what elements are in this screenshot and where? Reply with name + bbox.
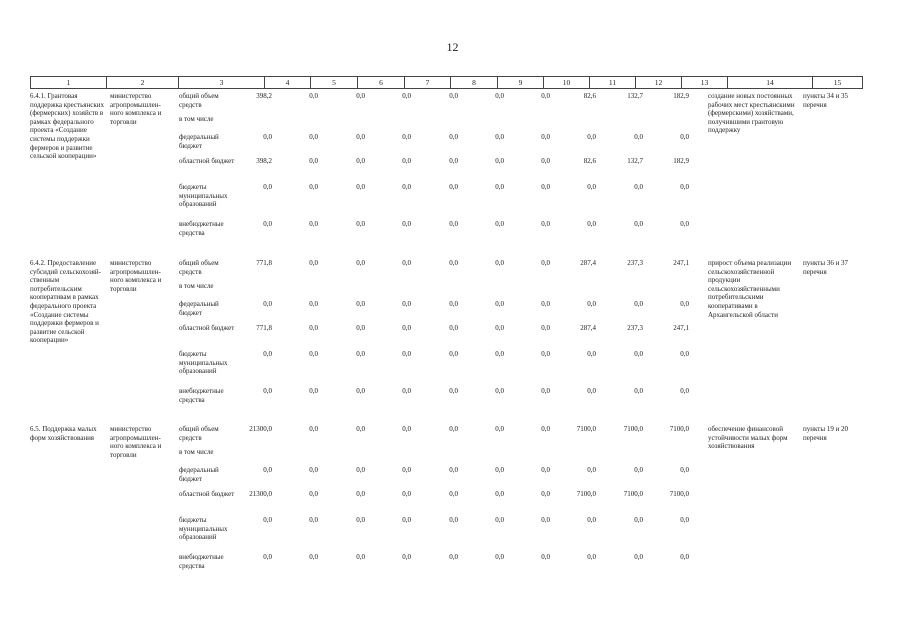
column-header-15: 15 xyxy=(813,77,863,89)
value-cell: 0,0 xyxy=(309,425,318,433)
value-cell: 7100,0 xyxy=(669,425,689,433)
list-points: пункты 36 и 37 перечня xyxy=(803,259,849,276)
value-cell: 0,0 xyxy=(495,516,504,524)
value-cell: 771,8 xyxy=(256,259,272,267)
value-cell: 21300,0 xyxy=(249,425,272,433)
value-cell: 7100,0 xyxy=(669,490,689,498)
value-cell: 0,0 xyxy=(495,466,504,474)
funding-row xyxy=(30,133,848,157)
value-cell: 247,1 xyxy=(673,259,689,267)
value-cell: 0,0 xyxy=(634,350,643,358)
value-cell: 0,0 xyxy=(263,133,272,141)
value-cell: 0,0 xyxy=(587,133,596,141)
value-cell: 0,0 xyxy=(680,516,689,524)
value-cell: 7100,0 xyxy=(623,425,643,433)
funding-source: в том числе xyxy=(179,282,214,290)
value-cell: 0,0 xyxy=(402,259,411,267)
value-cell: 132,7 xyxy=(627,92,643,100)
funding-source: внебюджетные средства xyxy=(179,387,224,404)
funding-row xyxy=(30,157,848,181)
column-header-13: 13 xyxy=(682,77,728,89)
value-cell: 0,0 xyxy=(402,183,411,191)
funding-source: общий объем средств xyxy=(179,259,219,276)
value-cell: 7100,0 xyxy=(623,490,643,498)
value-cell: 0,0 xyxy=(541,490,550,498)
value-cell: 0,0 xyxy=(449,92,458,100)
value-cell: 0,0 xyxy=(587,300,596,308)
value-cell: 0,0 xyxy=(402,220,411,228)
value-cell: 0,0 xyxy=(587,220,596,228)
list-points: пункты 19 и 20 перечня xyxy=(803,425,849,442)
value-cell: 0,0 xyxy=(402,516,411,524)
value-cell: 0,0 xyxy=(495,92,504,100)
funding-row xyxy=(30,324,848,348)
funding-row xyxy=(30,300,848,324)
funding-source: федеральный бюджет xyxy=(179,133,219,150)
funding-source: общий объем средств xyxy=(179,92,219,109)
value-cell: 0,0 xyxy=(402,425,411,433)
value-cell: 0,0 xyxy=(449,387,458,395)
executor: министерство агропромышлен-ного комплекса и торговли xyxy=(110,425,162,459)
value-cell: 287,4 xyxy=(580,259,596,267)
value-cell: 0,0 xyxy=(680,466,689,474)
funding-row xyxy=(30,92,848,116)
value-cell: 0,0 xyxy=(587,350,596,358)
value-cell: 0,0 xyxy=(541,220,550,228)
value-cell: 0,0 xyxy=(263,183,272,191)
funding-source: в том числе xyxy=(179,448,214,456)
column-header-7: 7 xyxy=(405,77,451,89)
value-cell: 287,4 xyxy=(580,324,596,332)
value-cell: 21300,0 xyxy=(249,490,272,498)
page-number: 12 xyxy=(446,40,459,54)
value-cell: 0,0 xyxy=(634,553,643,561)
column-header-12: 12 xyxy=(636,77,682,89)
value-cell: 0,0 xyxy=(309,490,318,498)
value-cell: 0,0 xyxy=(356,300,365,308)
value-cell: 0,0 xyxy=(402,490,411,498)
value-cell: 0,0 xyxy=(309,220,318,228)
funding-source: в том числе xyxy=(179,115,214,123)
value-cell: 0,0 xyxy=(449,324,458,332)
funding-source: федеральный бюджет xyxy=(179,466,219,483)
value-cell: 0,0 xyxy=(541,516,550,524)
value-cell: 0,0 xyxy=(402,157,411,165)
value-cell: 0,0 xyxy=(356,220,365,228)
value-cell: 0,0 xyxy=(634,133,643,141)
column-header-11: 11 xyxy=(590,77,636,89)
value-cell: 0,0 xyxy=(449,553,458,561)
value-cell: 0,0 xyxy=(356,350,365,358)
value-cell: 0,0 xyxy=(263,516,272,524)
value-cell: 0,0 xyxy=(402,350,411,358)
value-cell: 0,0 xyxy=(356,516,365,524)
value-cell: 0,0 xyxy=(309,133,318,141)
funding-row xyxy=(30,220,848,244)
value-cell: 247,1 xyxy=(673,324,689,332)
value-cell: 0,0 xyxy=(356,466,365,474)
value-cell: 0,0 xyxy=(402,466,411,474)
value-cell: 0,0 xyxy=(263,553,272,561)
value-cell: 0,0 xyxy=(541,324,550,332)
value-cell: 7100,0 xyxy=(576,490,596,498)
value-cell: 0,0 xyxy=(680,183,689,191)
value-cell: 0,0 xyxy=(541,183,550,191)
value-cell: 0,0 xyxy=(309,324,318,332)
column-header-14: 14 xyxy=(728,77,813,89)
value-cell: 0,0 xyxy=(309,157,318,165)
funding-row xyxy=(30,425,848,449)
value-cell: 0,0 xyxy=(495,425,504,433)
column-header-8: 8 xyxy=(451,77,498,89)
column-header-4: 4 xyxy=(265,77,311,89)
value-cell: 0,0 xyxy=(402,300,411,308)
value-cell: 0,0 xyxy=(587,516,596,524)
value-cell: 0,0 xyxy=(356,183,365,191)
value-cell: 0,0 xyxy=(541,259,550,267)
value-cell: 7100,0 xyxy=(576,425,596,433)
value-cell: 0,0 xyxy=(356,553,365,561)
value-cell: 182,9 xyxy=(673,92,689,100)
value-cell: 398,2 xyxy=(256,157,272,165)
value-cell: 0,0 xyxy=(309,516,318,524)
value-cell: 0,0 xyxy=(402,387,411,395)
funding-source: областной бюджет xyxy=(179,490,235,498)
funding-source: бюджеты муниципальных образований xyxy=(179,183,228,209)
value-cell: 0,0 xyxy=(495,300,504,308)
measure-name: 6.5. Поддержка малых форм хозяйствования xyxy=(30,425,97,442)
value-cell: 0,0 xyxy=(356,157,365,165)
value-cell: 0,0 xyxy=(541,157,550,165)
value-cell: 0,0 xyxy=(263,350,272,358)
value-cell: 0,0 xyxy=(495,324,504,332)
funding-source: бюджеты муниципальных образований xyxy=(179,350,228,376)
funding-row xyxy=(30,387,848,411)
value-cell: 0,0 xyxy=(587,553,596,561)
value-cell: 82,6 xyxy=(583,92,596,100)
value-cell: 0,0 xyxy=(541,466,550,474)
value-cell: 0,0 xyxy=(449,157,458,165)
value-cell: 132,7 xyxy=(627,157,643,165)
measure-name: 6.4.1. Грантовая поддержка крестьянских (фермерских) хозяйств в рамках федерального проекта «Создание системы поддержки фермеров и развитие сельской кооперации» xyxy=(30,92,105,161)
table-body xyxy=(30,88,848,640)
value-cell: 0,0 xyxy=(309,92,318,100)
value-cell: 0,0 xyxy=(263,387,272,395)
value-cell: 0,0 xyxy=(495,553,504,561)
value-cell: 771,8 xyxy=(256,324,272,332)
value-cell: 0,0 xyxy=(495,490,504,498)
program-block xyxy=(30,421,848,586)
value-cell: 0,0 xyxy=(541,350,550,358)
value-cell: 0,0 xyxy=(587,183,596,191)
value-cell: 0,0 xyxy=(309,183,318,191)
value-cell: 0,0 xyxy=(541,133,550,141)
value-cell: 0,0 xyxy=(541,553,550,561)
funding-source: внебюджетные средства xyxy=(179,553,224,570)
list-points: пункты 34 и 35 перечня xyxy=(803,92,849,109)
value-cell: 0,0 xyxy=(309,553,318,561)
value-cell: 0,0 xyxy=(356,387,365,395)
value-cell: 0,0 xyxy=(449,133,458,141)
column-header-5: 5 xyxy=(311,77,358,89)
funding-source: общий объем средств xyxy=(179,425,219,442)
value-cell: 0,0 xyxy=(449,183,458,191)
measure-name: 6.4.2. Предоставление субсидий сельскохозяй-ственным потребительским кооперативам в рамках федерального проекта «Создание системы поддержки фермеров и развитие сельской кооперации» xyxy=(30,259,101,345)
funding-source: бюджеты муниципальных образований xyxy=(179,516,228,542)
column-header-10: 10 xyxy=(544,77,590,89)
value-cell: 0,0 xyxy=(263,220,272,228)
value-cell: 0,0 xyxy=(356,324,365,332)
column-header-2: 2 xyxy=(107,77,179,89)
program-block xyxy=(30,88,848,253)
value-cell: 0,0 xyxy=(263,466,272,474)
header-row xyxy=(31,77,863,89)
value-cell: 182,9 xyxy=(673,157,689,165)
funding-source: областной бюджет xyxy=(179,324,235,332)
funding-row xyxy=(30,466,848,490)
column-header-6: 6 xyxy=(358,77,405,89)
executor: министерство агропромышлен-ного комплекса и торговли xyxy=(110,92,162,126)
value-cell: 82,6 xyxy=(583,157,596,165)
value-cell: 0,0 xyxy=(449,425,458,433)
value-cell: 0,0 xyxy=(541,425,550,433)
funding-source: федеральный бюджет xyxy=(179,300,219,317)
value-cell: 0,0 xyxy=(587,466,596,474)
value-cell: 0,0 xyxy=(634,183,643,191)
value-cell: 0,0 xyxy=(449,220,458,228)
value-cell: 0,0 xyxy=(541,92,550,100)
value-cell: 0,0 xyxy=(495,157,504,165)
value-cell: 0,0 xyxy=(449,350,458,358)
value-cell: 0,0 xyxy=(634,220,643,228)
value-cell: 0,0 xyxy=(680,133,689,141)
target-indicator: создание новых постоянных рабочих мест крестьянскими (фермерскими) хозяйствами, получившими грантовую поддержку xyxy=(708,92,795,135)
column-header-9: 9 xyxy=(498,77,544,89)
value-cell: 0,0 xyxy=(680,553,689,561)
funding-source: областной бюджет xyxy=(179,157,235,165)
value-cell: 0,0 xyxy=(680,300,689,308)
program-block xyxy=(30,255,848,420)
value-cell: 0,0 xyxy=(495,387,504,395)
value-cell: 0,0 xyxy=(495,220,504,228)
value-cell: 0,0 xyxy=(402,133,411,141)
value-cell: 0,0 xyxy=(634,387,643,395)
value-cell: 0,0 xyxy=(356,92,365,100)
value-cell: 0,0 xyxy=(449,300,458,308)
value-cell: 0,0 xyxy=(449,466,458,474)
value-cell: 0,0 xyxy=(680,387,689,395)
value-cell: 237,3 xyxy=(627,324,643,332)
value-cell: 0,0 xyxy=(356,133,365,141)
value-cell: 0,0 xyxy=(541,300,550,308)
value-cell: 0,0 xyxy=(634,516,643,524)
value-cell: 0,0 xyxy=(680,220,689,228)
value-cell: 0,0 xyxy=(495,183,504,191)
funding-row xyxy=(30,259,848,283)
value-cell: 0,0 xyxy=(634,466,643,474)
column-header-3: 3 xyxy=(179,77,265,89)
funding-row xyxy=(30,490,848,514)
value-cell: 0,0 xyxy=(309,300,318,308)
value-cell: 0,0 xyxy=(309,350,318,358)
value-cell: 0,0 xyxy=(541,387,550,395)
value-cell: 0,0 xyxy=(356,490,365,498)
funding-row xyxy=(30,350,848,374)
value-cell: 0,0 xyxy=(263,300,272,308)
value-cell: 0,0 xyxy=(587,387,596,395)
value-cell: 0,0 xyxy=(495,259,504,267)
value-cell: 0,0 xyxy=(309,466,318,474)
value-cell: 0,0 xyxy=(449,490,458,498)
value-cell: 0,0 xyxy=(402,92,411,100)
funding-source: внебюджетные средства xyxy=(179,220,224,237)
value-cell: 0,0 xyxy=(309,387,318,395)
executor: министерство агропромышлен-ного комплекса и торговли xyxy=(110,259,162,293)
funding-row xyxy=(30,516,848,540)
value-cell: 398,2 xyxy=(256,92,272,100)
target-indicator: обеспечение финансовой устойчивости малых форм хозяйствования xyxy=(708,425,788,451)
value-cell: 0,0 xyxy=(495,350,504,358)
value-cell: 0,0 xyxy=(495,133,504,141)
column-header-1: 1 xyxy=(31,77,107,89)
value-cell: 0,0 xyxy=(449,516,458,524)
value-cell: 0,0 xyxy=(402,553,411,561)
value-cell: 0,0 xyxy=(449,259,458,267)
value-cell: 0,0 xyxy=(356,259,365,267)
value-cell: 237,3 xyxy=(627,259,643,267)
target-indicator: прирост объема реализации сельскохозяйственной продукции сельскохозяйственными потребительскими кооперативами в Архангельской области xyxy=(708,259,792,319)
value-cell: 0,0 xyxy=(634,300,643,308)
funding-row xyxy=(30,553,848,577)
value-cell: 0,0 xyxy=(402,324,411,332)
value-cell: 0,0 xyxy=(356,425,365,433)
funding-row xyxy=(30,183,848,207)
value-cell: 0,0 xyxy=(309,259,318,267)
value-cell: 0,0 xyxy=(680,350,689,358)
